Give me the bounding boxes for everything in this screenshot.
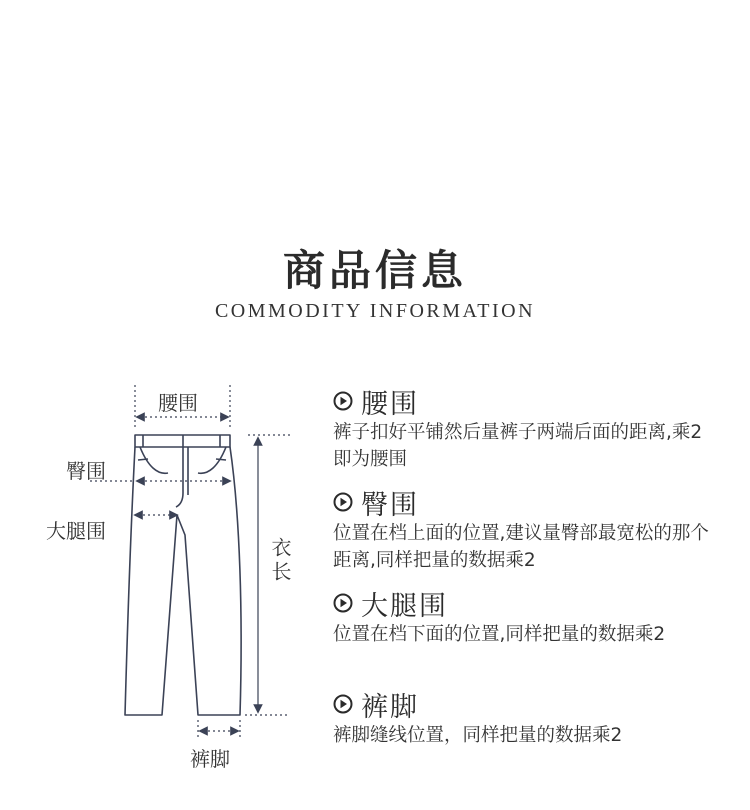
spec-leg-opening [333, 687, 713, 749]
spec-title: 裤脚 [361, 691, 419, 723]
hip-label: 臀围 [66, 459, 106, 483]
page-subtitle: COMMODITY INFORMATION [214, 300, 536, 322]
play-circle-icon [333, 593, 353, 613]
play-circle-icon [333, 694, 353, 714]
leg-opening-label: 裤脚 [190, 747, 230, 771]
thigh-label: 大腿围 [46, 519, 106, 543]
play-circle-icon [333, 492, 353, 512]
spec-description: 裤脚缝线位置，同样把量的数据乘2 [333, 725, 623, 746]
spec-thigh [333, 586, 713, 648]
waist-label: 腰围 [158, 391, 198, 415]
spec-title: 臀围 [361, 489, 419, 521]
spec-title: 大腿围 [361, 590, 448, 622]
pants-measurement-diagram [40, 375, 310, 785]
spec-title: 腰围 [361, 388, 419, 420]
spec-waist [333, 384, 713, 473]
length-label: 衣长 [268, 537, 292, 585]
spec-description: 位置在档下面的位置,同样把量的数据乘2 [333, 624, 666, 645]
play-circle-icon [333, 391, 353, 411]
page-title: 商品信息 [282, 246, 467, 295]
spec-hip [333, 485, 713, 574]
spec-description: 位置在档上面的位置,建议量臀部最宽松的那个距离,同样把量的数据乘2 [333, 523, 709, 571]
spec-description: 裤子扣好平铺然后量裤子两端后面的距离,乘2即为腰围 [333, 422, 703, 470]
